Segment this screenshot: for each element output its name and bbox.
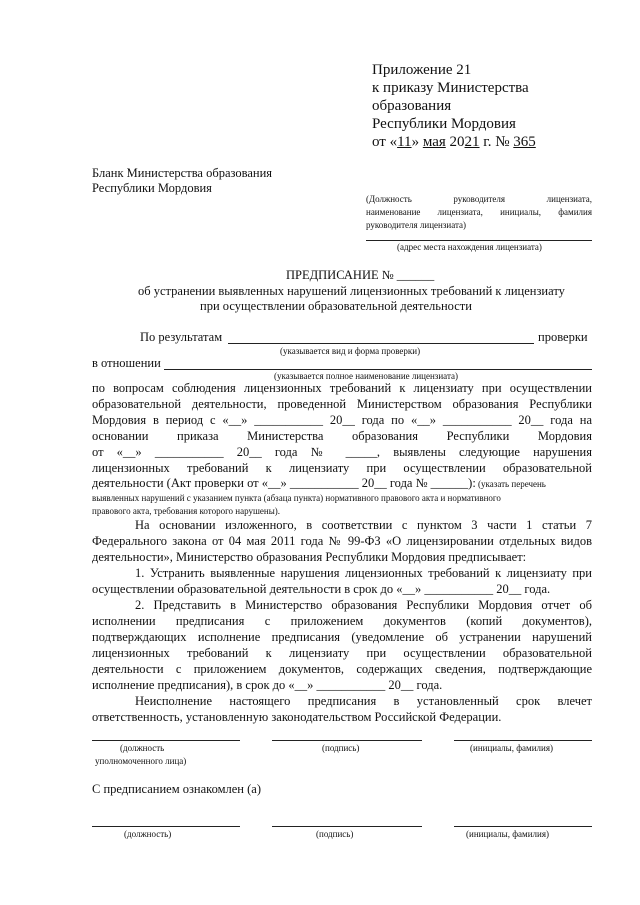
- appendix-line-2: к приказу Министерства: [372, 80, 529, 96]
- signature-line: [272, 826, 422, 827]
- text-line: На основании изложенного, в соответствии с пунктом 3 части 1 статьи 7: [135, 518, 592, 532]
- text-line: исполнение предписания), в срок до «__» ___________ 20__ года.: [92, 678, 443, 692]
- position-line: [92, 826, 240, 827]
- date-day: 11: [397, 134, 412, 150]
- signature-hint: (подпись): [316, 829, 354, 839]
- text-line: деятельности», Министерство образования Республики Мордовия предписывает:: [92, 550, 527, 564]
- text-line: основании приказа Министерства образования Республики Мордовия: [92, 429, 592, 443]
- text-line: лицензионных требований к лицензиату при осуществлении образовательной: [92, 646, 592, 660]
- position-line: [92, 740, 240, 741]
- initials-line: [454, 826, 592, 827]
- signature-line: [272, 740, 422, 741]
- blank-line-2: Республики Мордовия: [92, 181, 212, 195]
- initials-hint: (инициалы, фамилия): [466, 829, 549, 839]
- check-word: проверки: [538, 330, 588, 344]
- blank-line-1: Бланк Министерства образования: [92, 166, 273, 180]
- position-hint-2: уполномоченного лица): [95, 756, 187, 766]
- addressee-hint-2: наименование лицензиата, инициалы, фамилия: [366, 207, 592, 217]
- regarding-label: в отношении: [92, 356, 161, 370]
- text-line: деятельности (Акт проверки от «__» ___________ 20__ года № ______): (указать перечень: [92, 476, 546, 490]
- text-line: исполнении предписания с приложением документов (копий документов),: [92, 614, 592, 628]
- text-line: Федерального закона от 04 мая 2011 года № 99-ФЗ «О лицензировании отдельных видов: [92, 534, 592, 548]
- text-line: подтверждающих исполнение предписания (уведомление об устранении нарушений: [92, 630, 592, 644]
- order-number: 365: [513, 134, 536, 150]
- text-line: 1. Устранить выявленные нарушения лицензионных требований к лицензиату при: [135, 566, 592, 580]
- text-line: ответственность, установленную законодательством Российской Федерации.: [92, 710, 502, 724]
- signature-hint: (подпись): [322, 743, 360, 753]
- licensee-line: [164, 369, 592, 370]
- text-line: правового акта, требования которого нарушены).: [92, 506, 281, 516]
- date-month: мая: [422, 134, 446, 150]
- by-results-label: По результатам: [140, 330, 223, 344]
- position-hint-1: (должность: [120, 743, 165, 753]
- check-type-hint: (указывается вид и форма проверки): [280, 346, 421, 356]
- address-line: [366, 240, 592, 241]
- text-line: от «__» ___________ 20__ года № _____, выявлены следующие нарушения: [92, 445, 592, 459]
- check-type-line: [228, 343, 534, 344]
- date-year: 21: [464, 134, 480, 150]
- addressee-hint-1: (Должность руководителя лицензиата,: [366, 194, 592, 204]
- text-line: деятельности с приложением документов, содержащих сведения, подтверждающие: [92, 662, 592, 676]
- initials-hint: (инициалы, фамилия): [470, 743, 553, 753]
- document-subtitle-2: при осуществлении образовательной деятельности: [200, 299, 472, 313]
- text-line: Неисполнение настоящего предписания в установленный срок влечет: [135, 694, 592, 708]
- acquainted-label: С предписанием ознакомлен (а): [92, 782, 261, 796]
- position-hint: (должность): [124, 829, 172, 839]
- text-line: Мордовия в период с «__» ___________ 20__ года по «__» ___________ 20__ года на: [92, 413, 592, 427]
- appendix-date: от «11» мая 2021 г. № 365: [372, 134, 536, 150]
- appendix-line-1: Приложение 21: [372, 62, 472, 78]
- licensee-hint: (указывается полное наименование лицензиата): [274, 371, 458, 381]
- document-subtitle-1: об устранении выявленных нарушений лицензионных требований к лицензиату: [138, 284, 565, 298]
- addressee-hint-3: руководителя лицензиата): [366, 220, 467, 230]
- appendix-line-3: образования: [372, 98, 452, 114]
- text-line: 2. Представить в Министерство образования Республики Мордовия отчет об: [135, 598, 592, 612]
- text-line: лицензионных требований к лицензиату при осуществлении образовательной: [92, 461, 592, 475]
- initials-line: [454, 740, 592, 741]
- text-line: образовательной деятельности, проведенной Министерством образования Республики: [92, 397, 592, 411]
- text-line: по вопросам соблюдения лицензионных требований к лицензиату при осуществлении: [92, 381, 592, 395]
- text-line: осуществлении образовательной деятельности в срок до «__» ___________ 20__ года.: [92, 582, 551, 596]
- text-line: выявленных нарушений с указанием пункта (абзаца пункта) нормативного правового акта и нормативного: [92, 493, 501, 503]
- address-hint: (адрес места нахождения лицензиата): [397, 242, 542, 252]
- appendix-line-4: Республики Мордовия: [372, 116, 516, 132]
- document-title: ПРЕДПИСАНИЕ № ______: [286, 268, 435, 282]
